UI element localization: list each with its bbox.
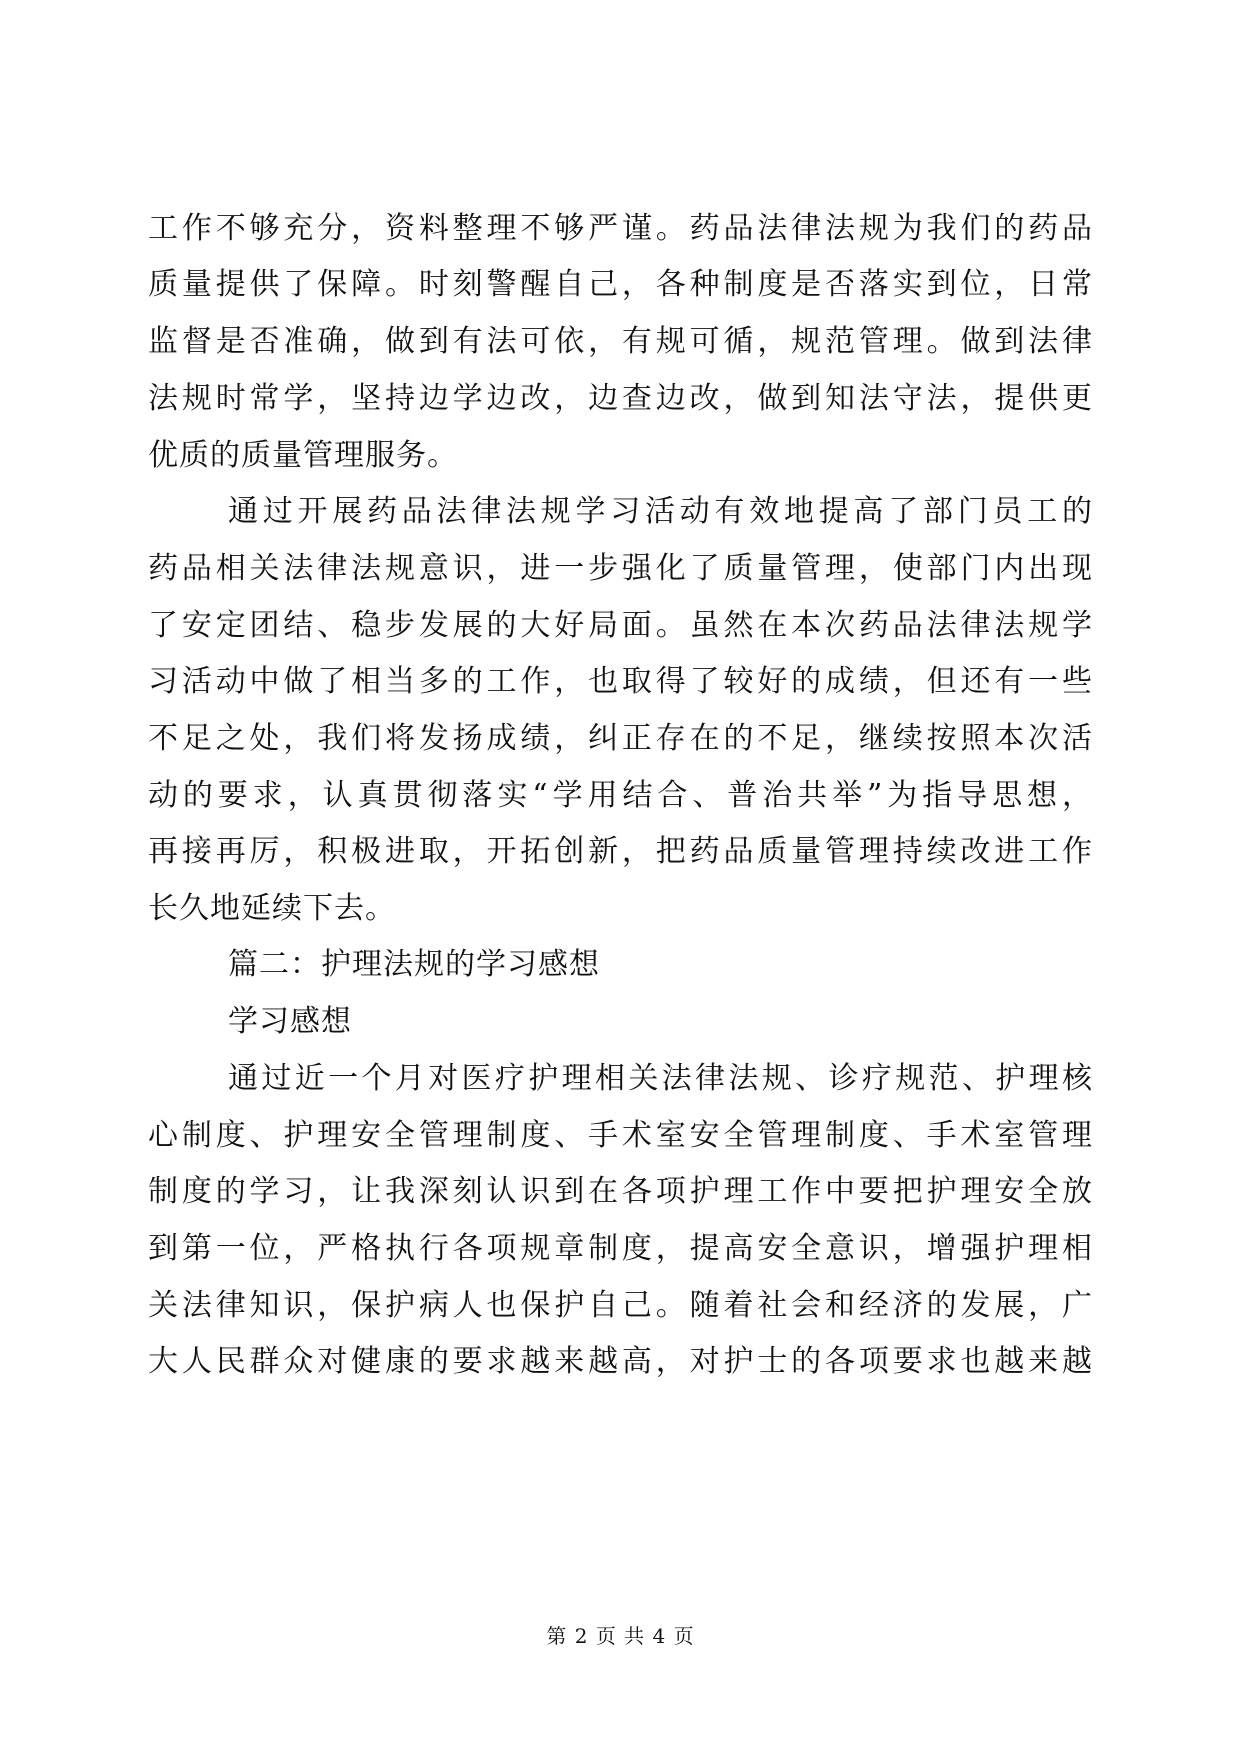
- paragraph-line: 药品相关法律法规意识，进一步强化了质量管理，使部门内出现: [148, 551, 1093, 586]
- paragraph-line: 长久地延续下去。: [148, 891, 396, 926]
- paragraph-line: 关法律知识，保护病人也保护自己。随着社会和经济的发展，广: [148, 1288, 1093, 1323]
- paragraph-line: 不足之处，我们将发扬成绩，纠正存在的不足，继续按照本次活: [148, 721, 1093, 756]
- paragraph-line: 通过开展药品法律法规学习活动有效地提高了部门员工的: [228, 494, 1093, 529]
- paragraph-line: 监督是否准确，做到有法可依，有规可循，规范管理。做到法律: [148, 324, 1093, 359]
- paragraph-line: 到第一位，严格执行各项规章制度，提高安全意识，增强护理相: [148, 1231, 1093, 1266]
- paragraph-line: 通过近一个月对医疗护理相关法律法规、诊疗规范、护理核: [228, 1061, 1093, 1096]
- paragraph-line: 再接再厉，积极进取，开拓创新，把药品质量管理持续改进工作: [148, 834, 1093, 869]
- paragraph-line: 制度的学习，让我深刻认识到在各项护理工作中要把护理安全放: [148, 1174, 1093, 1209]
- page-number-footer: 第 2 页 共 4 页: [546, 1624, 695, 1648]
- section-heading: 篇二：护理法规的学习感想: [228, 947, 600, 982]
- paragraph-line: 法规时常学，坚持边学边改，边查边改，做到知法守法，提供更: [148, 381, 1093, 416]
- paragraph-line: 大人民群众对健康的要求越来越高，对护士的各项要求也越来越: [148, 1344, 1093, 1379]
- paragraph-line: 心制度、护理安全管理制度、手术室安全管理制度、手术室管理: [148, 1118, 1093, 1153]
- paragraph-line: 工作不够充分，资料整理不够严谨。药品法律法规为我们的药品: [148, 211, 1093, 246]
- paragraph-line: 习活动中做了相当多的工作，也取得了较好的成绩，但还有一些: [148, 664, 1093, 699]
- section-subheading: 学习感想: [228, 1004, 352, 1039]
- paragraph-line: 了安定团结、稳步发展的大好局面。虽然在本次药品法律法规学: [148, 608, 1093, 643]
- paragraph-line: 质量提供了保障。时刻警醒自己，各种制度是否落实到位，日常: [148, 267, 1093, 302]
- paragraph-line: 动的要求，认真贯彻落实“学用结合、普治共举”为指导思想，: [148, 778, 1093, 813]
- paragraph-line: 优质的质量管理服务。: [148, 438, 458, 473]
